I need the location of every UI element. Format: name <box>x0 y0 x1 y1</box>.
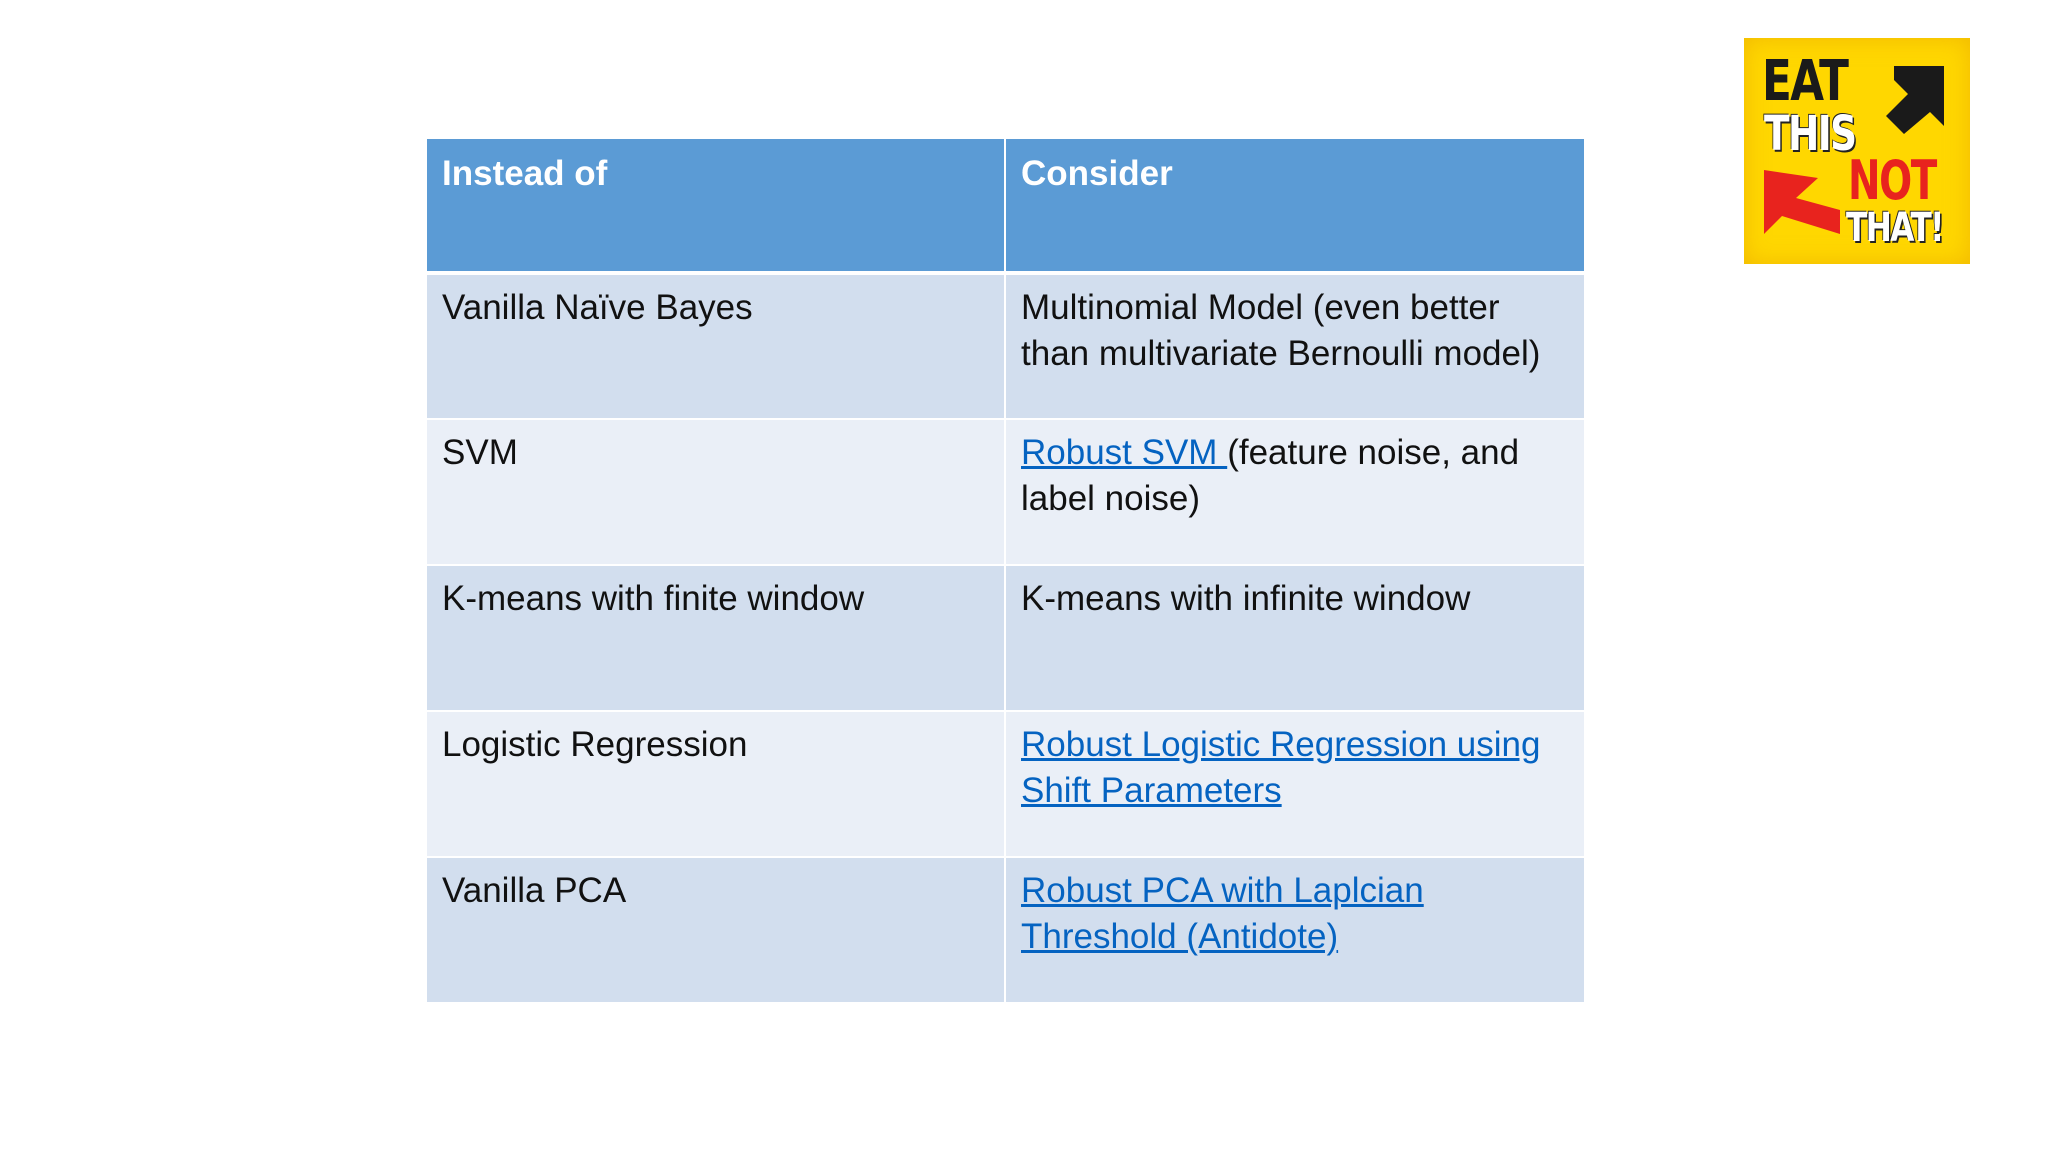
cell-consider <box>1005 419 1584 565</box>
cell-instead: Vanilla PCA <box>427 857 1005 1003</box>
logo-word-not: NOT <box>1848 149 1936 212</box>
eat-this-not-that-logo <box>1744 38 1970 264</box>
cell-consider <box>1005 857 1584 1003</box>
table-row <box>427 711 1584 857</box>
header-instead-of: Instead of <box>427 139 1005 273</box>
consider-text: (feature noise, and label noise) <box>1021 433 1520 518</box>
robust-logistic-regression-link[interactable]: Robust Logistic Regression using Shift Parameters <box>1021 725 1541 810</box>
header-consider: Consider <box>1005 139 1584 273</box>
cell-consider <box>1005 711 1584 857</box>
cell-consider <box>1005 273 1584 419</box>
table-row <box>427 565 1584 711</box>
consider-text: K-means with infinite window <box>1021 579 1471 618</box>
table-row <box>427 857 1584 1003</box>
arrow-up-left-icon <box>1764 170 1840 234</box>
cell-instead: SVM <box>427 419 1005 565</box>
table-header-row <box>427 139 1584 273</box>
table-row <box>427 419 1584 565</box>
table-row <box>427 273 1584 419</box>
cell-instead: Vanilla Naïve Bayes <box>427 273 1005 419</box>
logo-word-that: THAT! <box>1846 205 1943 251</box>
robust-svm-link[interactable]: Robust SVM <box>1021 433 1228 472</box>
logo-word-eat: EAT <box>1762 49 1848 114</box>
cell-consider <box>1005 565 1584 711</box>
arrow-down-right-icon <box>1886 66 1944 134</box>
consider-text: Multinomial Model (even better than multivariate Bernoulli model) <box>1021 288 1541 373</box>
cell-instead: Logistic Regression <box>427 711 1005 857</box>
comparison-table <box>427 139 1584 1004</box>
robust-pca-link[interactable]: Robust PCA with Laplcian Threshold (Antidote) <box>1021 871 1424 956</box>
cell-instead: K-means with finite window <box>427 565 1005 711</box>
logo-word-this: THIS <box>1764 106 1856 162</box>
